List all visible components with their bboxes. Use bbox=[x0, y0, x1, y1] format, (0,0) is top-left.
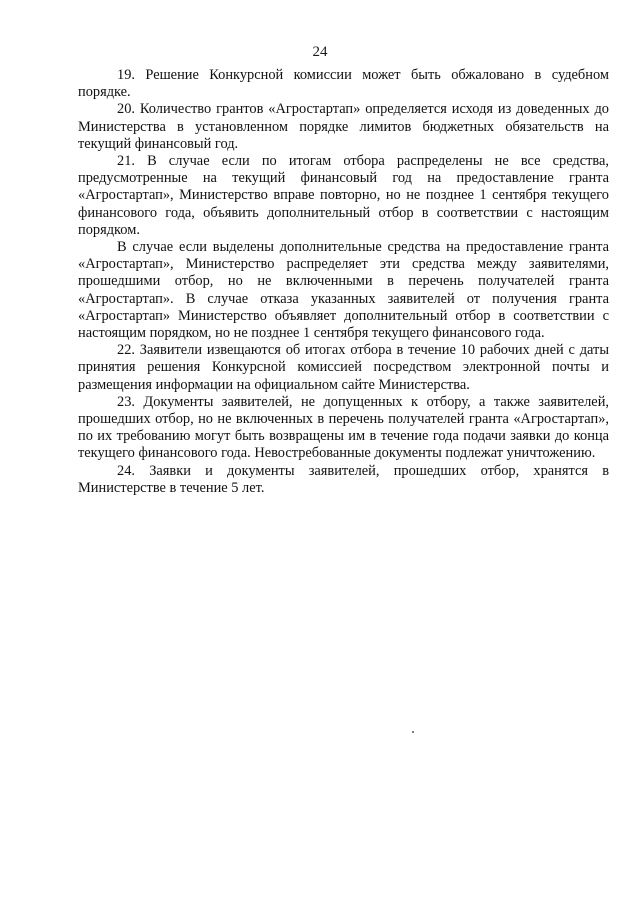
paragraph-22: 22. Заявители извещаются об итогах отбора в течение 10 рабочих дней с даты принятия решения Конкурсной комиссией посредством электронной почты и размещения информации на официальном сайте Министерства. bbox=[78, 342, 609, 393]
paragraph-20: 20. Количество грантов «Агростартап» определяется исходя из доведенных до Министерства в установленном порядке лимитов бюджетных обязательств на текущий финансовый год. bbox=[78, 101, 609, 152]
paragraph-24: 24. Заявки и документы заявителей, прошедших отбор, хранятся в Министерстве в течение 5 лет. bbox=[78, 462, 609, 496]
scan-speck bbox=[412, 731, 414, 733]
paragraph-21-continued: В случае если выделены дополнительные средства на предоставление гранта «Агростартап», Министерство распределяет эти средства между заявителями, прошедшими отбор, но не включенными в перечень получателей гранта «Агростартап». В случае отказа указанных заявителей от получения гранта «Агростартап» Министерство объявляет дополнительный отбор в соответствии с настоящим порядком, но не позднее 1 сентября текущего финансового года. bbox=[78, 239, 609, 342]
paragraph-23: 23. Документы заявителей, не допущенных к отбору, а также заявителей, прошедших отбор, но не включенных в перечень получателей гранта «Агростартап», по их требованию могут быть возвращены им в течение года подачи заявки до конца текущего финансового года. Невостребованные документы подлежат уничтожению. bbox=[78, 393, 609, 462]
paragraph-21: 21. В случае если по итогам отбора распределены не все средства, предусмотренные на текущий финансовый год на предоставление гранта «Агростартап», Министерство вправе повторно, но не позднее 1 сентября текущего финансового года, объявить дополнительный отбор в соответствии с настоящим порядком. bbox=[78, 153, 609, 238]
document-body bbox=[78, 67, 609, 497]
paragraph-19: 19. Решение Конкурсной комиссии может быть обжаловано в судебном порядке. bbox=[78, 67, 609, 101]
page-number: 24 bbox=[312, 44, 328, 60]
